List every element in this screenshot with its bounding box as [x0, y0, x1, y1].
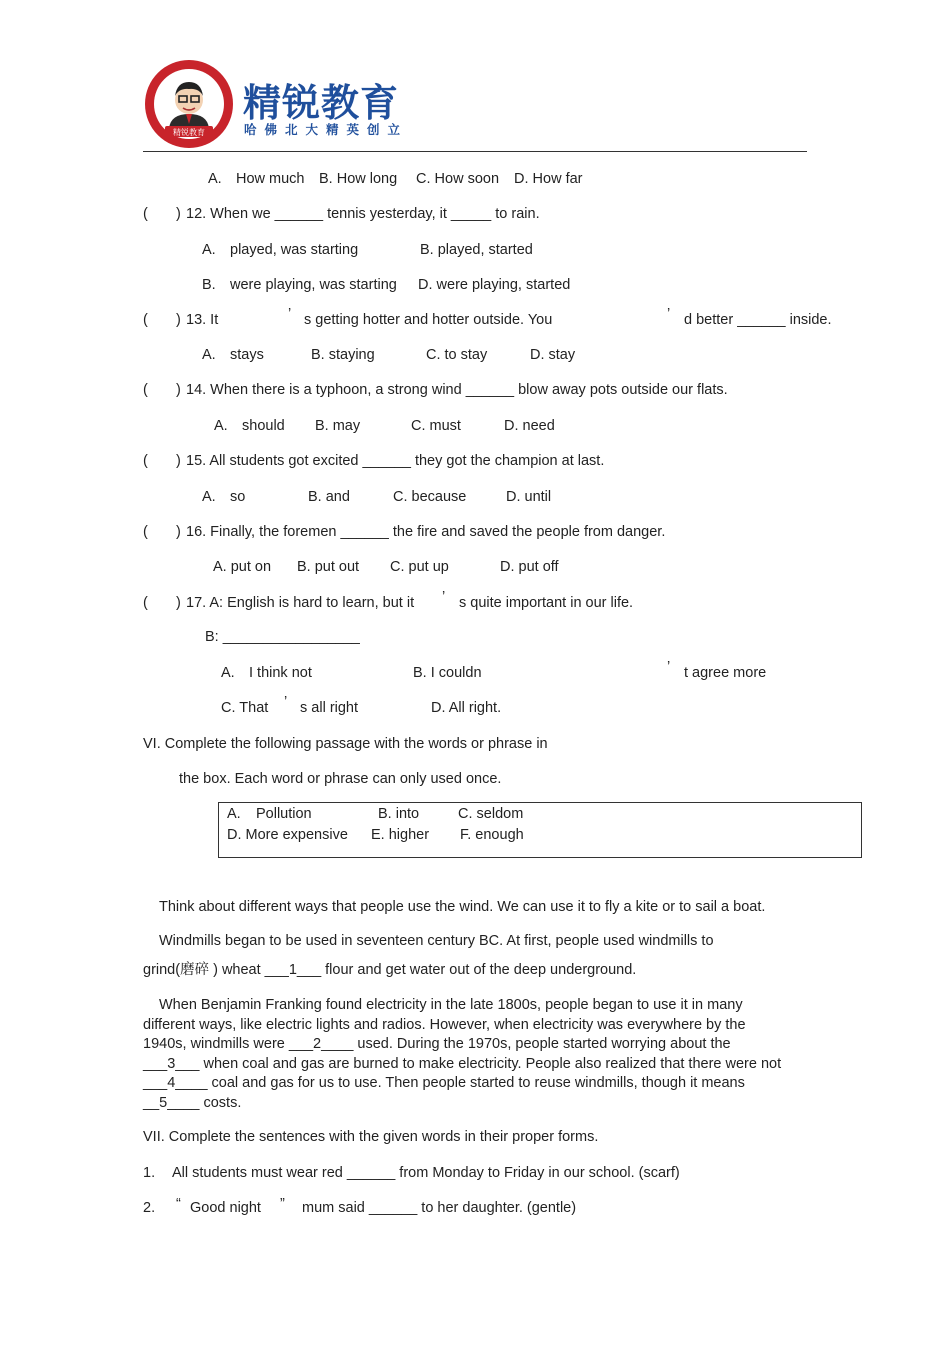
q12-option-d: D. were playing, started: [418, 277, 571, 293]
logo-title: 精锐教育: [243, 81, 400, 125]
q12-option-b2-label: B.: [202, 277, 216, 293]
s2-quote-text: Good night: [190, 1200, 261, 1216]
q13-apostrophe-2: ’: [667, 306, 671, 322]
q17-option-b-apostrophe: ’: [667, 659, 671, 675]
logo-subtitle: 哈佛北大精英创立: [244, 122, 409, 137]
s1-number: 1.: [143, 1165, 156, 1181]
header-divider: [143, 151, 807, 152]
q15-option-c: C. because: [393, 489, 467, 505]
q13-option-a: stays: [230, 347, 264, 363]
q16-paren-close: ): [176, 524, 181, 540]
q17-option-a: I think not: [249, 665, 312, 681]
q14-paren-close: ): [176, 382, 181, 398]
q13-option-b: B. staying: [311, 347, 375, 363]
q14-option-d: D. need: [504, 418, 555, 434]
passage-p2-line1: Windmills began to be used in seventeen century BC. At first, people used windmills to: [159, 933, 714, 949]
q13-stem-1: 13. It: [186, 312, 219, 328]
q15-option-d: D. until: [506, 489, 552, 505]
q12-option-a: played, was starting: [230, 242, 359, 258]
q16-option-d: D. put off: [500, 559, 559, 575]
q13-option-a-label: A.: [202, 347, 216, 363]
q17-option-c-apostrophe: ’: [284, 694, 288, 710]
passage-p2-line2: grind(磨碎 ) wheat ___1___ flour and get water out of the deep underground.: [143, 962, 637, 978]
q16-option-c: C. put up: [390, 559, 449, 575]
q13-paren-open: (: [143, 312, 148, 328]
passage-p3-line3: 1940s, windmills were ___2____ used. During the 1970s, people started worrying about the: [143, 1036, 731, 1052]
box-option-a: Pollution: [256, 806, 312, 822]
section7-title: VII. Complete the sentences with the given words in their proper forms.: [143, 1129, 599, 1145]
s2-text: mum said ______ to her daughter. (gentle): [302, 1200, 577, 1216]
passage-p3-line2: different ways, like electric lights and radios. However, when electricity was everywhere by the: [143, 1017, 746, 1033]
s2-number: 2.: [143, 1200, 156, 1216]
q16-paren-open: (: [143, 524, 148, 540]
logo-badge-icon: [143, 58, 235, 150]
q11-option-d: D. How far: [514, 171, 583, 187]
s2-open-quote: “: [176, 1196, 181, 1212]
s1-text: All students must wear red ______ from Monday to Friday in our school. (scarf): [172, 1165, 680, 1181]
q13-apostrophe-1: ’: [288, 306, 292, 322]
q12-option-b: B. played, started: [420, 242, 533, 258]
q13-stem-2: s getting hotter and hotter outside. You: [304, 312, 553, 328]
q11-option-a: How much: [236, 171, 305, 187]
passage-p3-line6: __5____ costs.: [143, 1095, 242, 1111]
q17-option-b-tail: t agree more: [684, 665, 767, 681]
q17-paren-close: ): [176, 595, 181, 611]
q12-paren-close: ): [176, 206, 181, 222]
q16-stem: 16. Finally, the foremen ______ the fire and saved the people from danger.: [186, 524, 666, 540]
badge-text: 精锐教育: [173, 128, 205, 137]
q14-option-b: B. may: [315, 418, 361, 434]
q16-option-b: B. put out: [297, 559, 360, 575]
q17-option-d: D. All right.: [431, 700, 502, 716]
s2-close-quote: ”: [280, 1196, 285, 1212]
q11-option-c: C. How soon: [416, 171, 500, 187]
q11-option-b: B. How long: [319, 171, 398, 187]
header-logo: [143, 58, 427, 150]
q11-option-a-label: A.: [208, 171, 222, 187]
q17-paren-open: (: [143, 595, 148, 611]
q12-stem: 12. When we ______ tennis yesterday, it _____ to rain.: [186, 206, 540, 222]
q17-option-c-1: C. That: [221, 700, 269, 716]
q14-option-c: C. must: [411, 418, 461, 434]
box-option-f: F. enough: [460, 827, 524, 843]
box-option-c: C. seldom: [458, 806, 524, 822]
box-option-d: D. More expensive: [227, 827, 348, 843]
box-option-a-label: A.: [227, 806, 241, 822]
q12-option-a-label: A.: [202, 242, 216, 258]
q17-stem-1: 17. A: English is hard to learn, but it: [186, 595, 415, 611]
q15-option-a-label: A.: [202, 489, 216, 505]
q15-paren-close: ): [176, 453, 181, 469]
q14-stem: 14. When there is a typhoon, a strong wind ______ blow away pots outside our flats.: [186, 382, 728, 398]
q14-option-a: should: [242, 418, 285, 434]
q14-paren-open: (: [143, 382, 148, 398]
q16-option-a: A. put on: [213, 559, 272, 575]
q15-option-b: B. and: [308, 489, 350, 505]
q12-paren-open: (: [143, 206, 148, 222]
q13-option-d: D. stay: [530, 347, 576, 363]
q13-stem-3: d better ______ inside.: [684, 312, 832, 328]
q15-stem: 15. All students got excited ______ they got the champion at last.: [186, 453, 605, 469]
passage-p3-line1: When Benjamin Franking found electricity in the late 1800s, people began to use it in many: [159, 997, 743, 1013]
q17-stem-2: s quite important in our life.: [459, 595, 634, 611]
section6-title-2: the box. Each word or phrase can only used once.: [179, 771, 502, 787]
q15-option-a: so: [230, 489, 246, 505]
passage-p3-line4: ___3___ when coal and gas are burned to make electricity. People also realized that there were not: [143, 1056, 782, 1072]
q17-b-line: B: _________________: [205, 629, 360, 645]
q13-paren-close: ): [176, 312, 181, 328]
q14-option-a-label: A.: [214, 418, 228, 434]
box-option-b: B. into: [378, 806, 420, 822]
q17-apostrophe-1: ’: [442, 589, 446, 605]
q17-option-c-2: s all right: [300, 700, 359, 716]
box-option-e: E. higher: [371, 827, 430, 843]
q13-option-c: C. to stay: [426, 347, 488, 363]
passage-p1: Think about different ways that people use the wind. We can use it to fly a kite or to sail a boat.: [159, 899, 766, 915]
section6-title-1: VI. Complete the following passage with the words or phrase in: [143, 736, 548, 752]
q15-paren-open: (: [143, 453, 148, 469]
q12-option-b2: were playing, was starting: [230, 277, 397, 293]
q17-option-b: B. I couldn: [413, 665, 482, 681]
passage-p3-line5: ___4____ coal and gas for us to use. Then people started to reuse windmills, though it means: [143, 1075, 745, 1091]
q17-option-a-label: A.: [221, 665, 235, 681]
